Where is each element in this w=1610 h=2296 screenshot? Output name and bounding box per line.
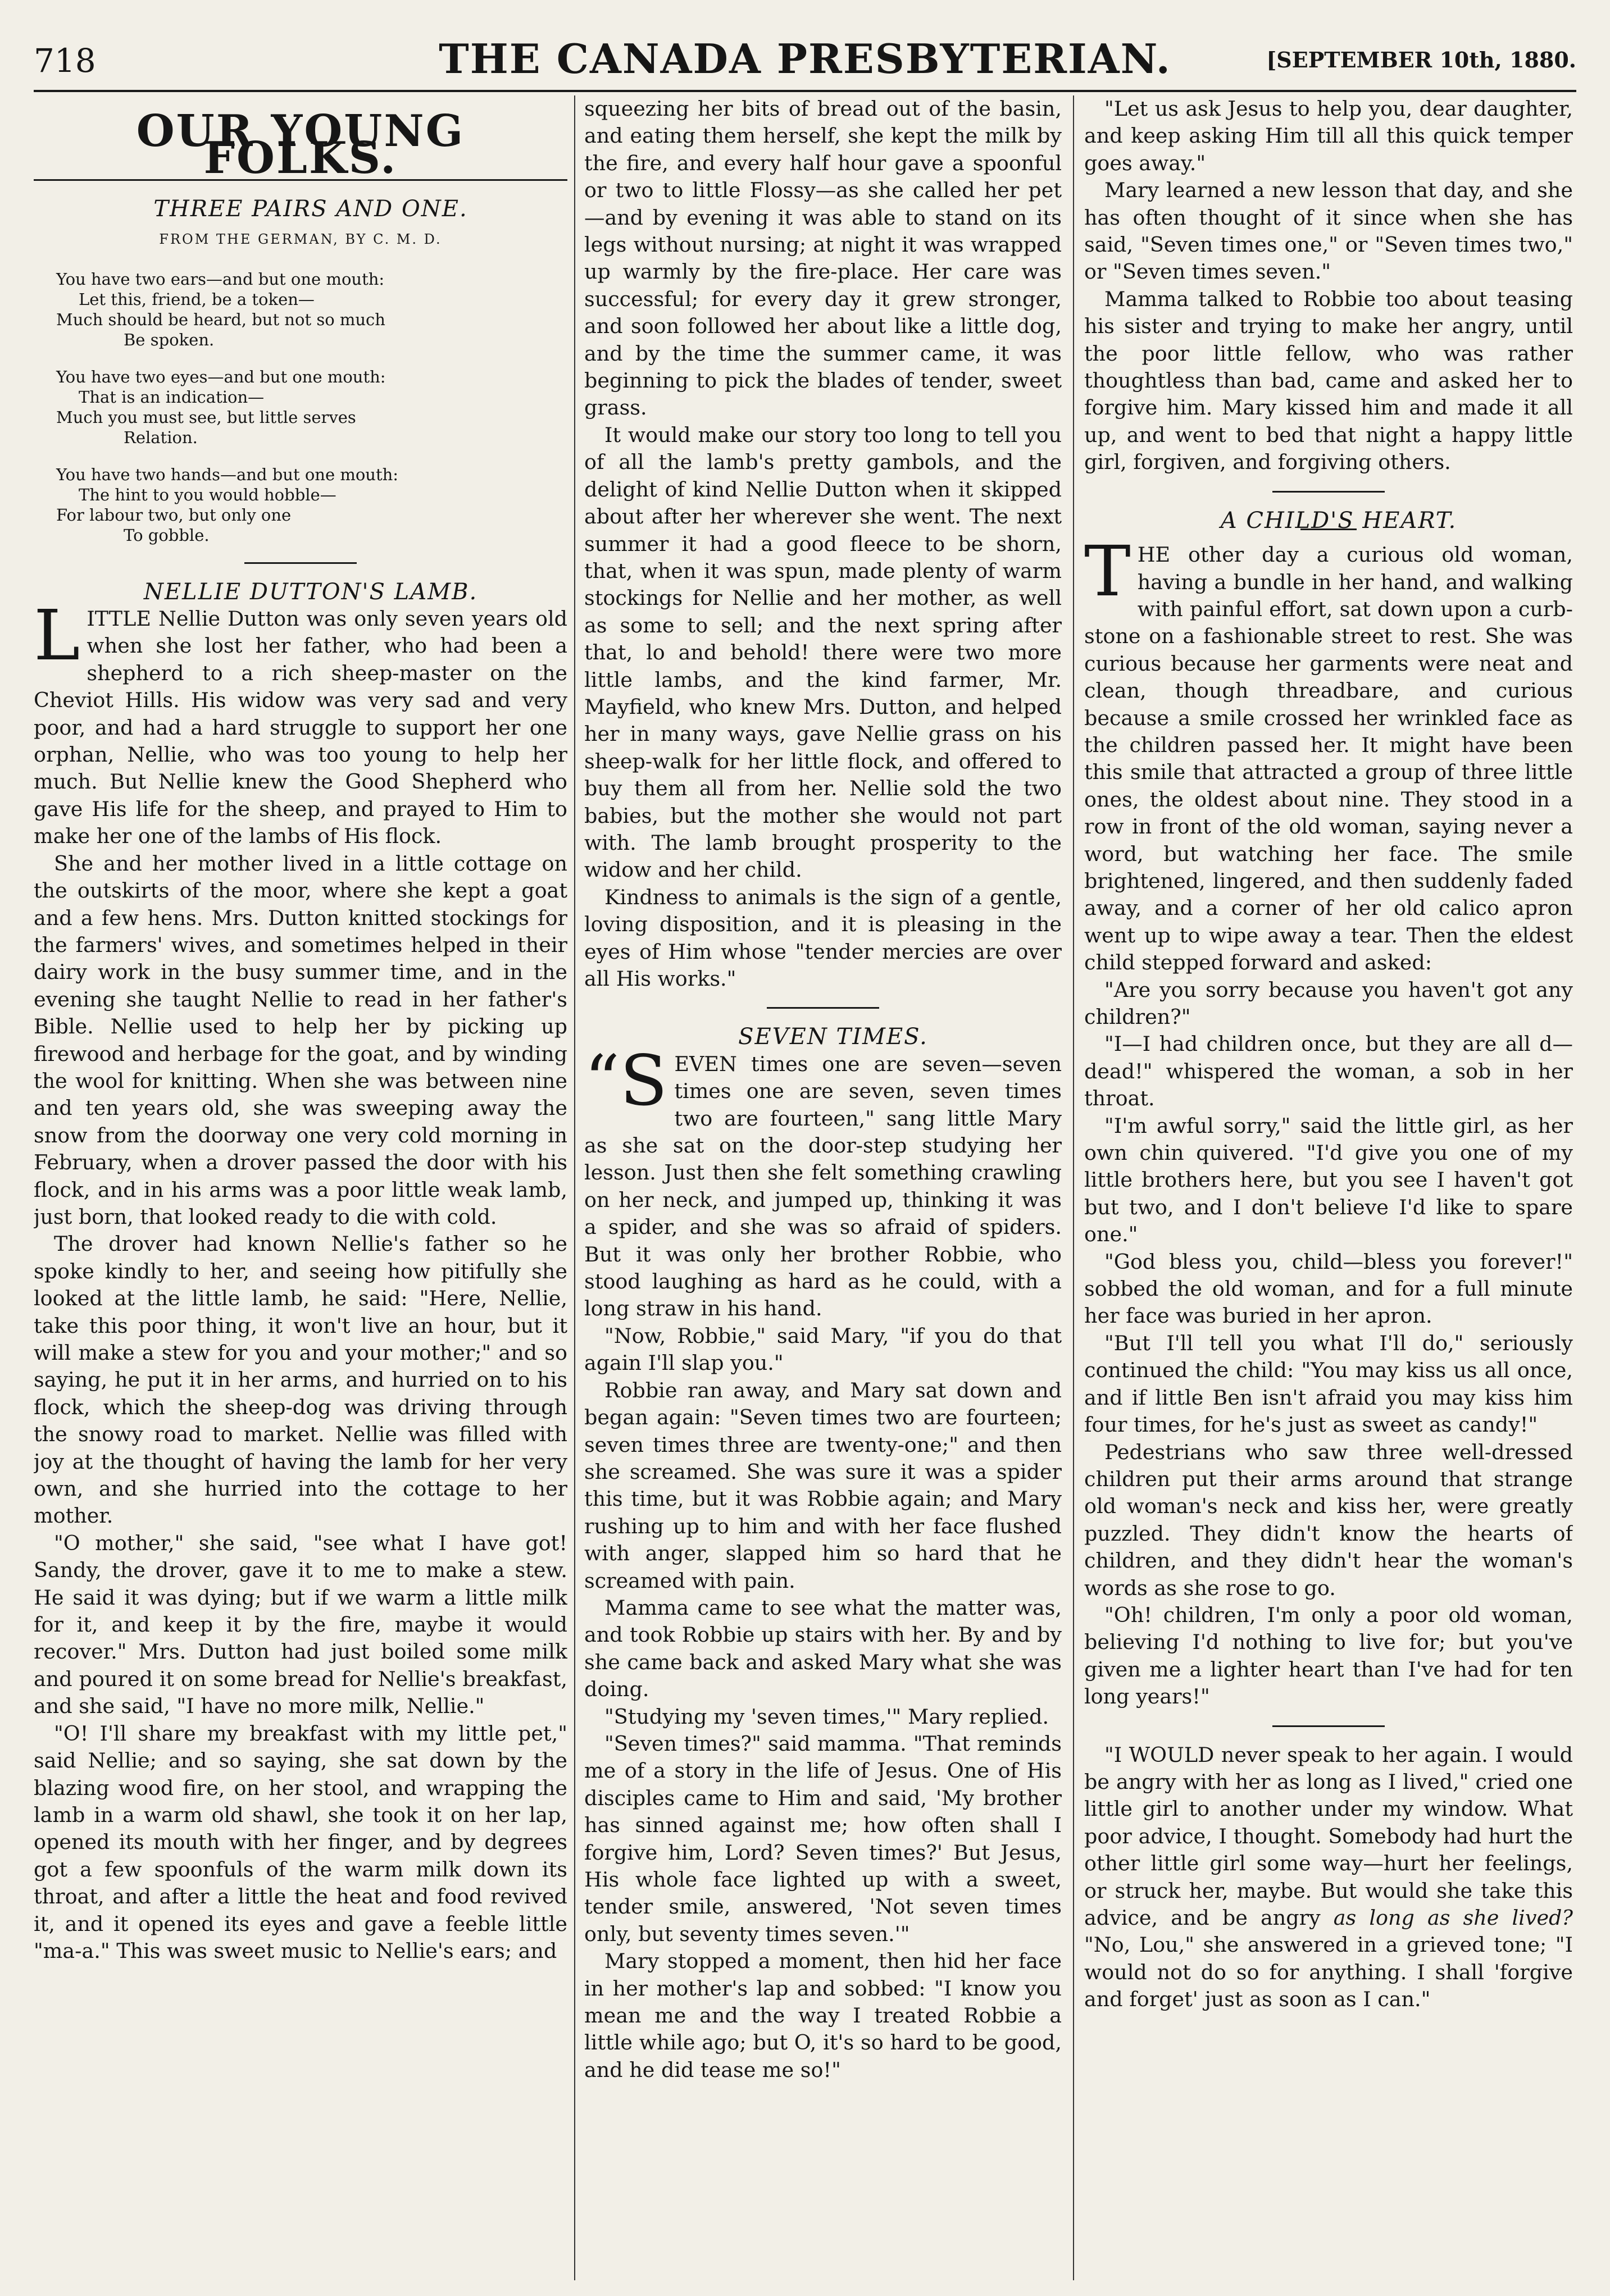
drop-cap: T	[1084, 531, 1131, 613]
column-divider	[1073, 95, 1074, 2280]
poem-title: THREE PAIRS AND ONE.	[153, 195, 468, 222]
story-paragraph: "Let us ask Jesus to help you, dear daughter, and keep asking Him till all this quick temper goes away."	[1084, 97, 1573, 175]
paragraph-text: "No, Lou," she answered in a grieved tone; "I would not do so for anything. I shall 'forgive and forget' just as soon as I can."	[1084, 1933, 1573, 2012]
story-paragraph: "O mother," she said, "see what I have got! Sandy, the drover, gave it to me to make a stew. He said it was dying; but if we warm a little milk for it, and keep it by the fire, maybe it would recover." Mrs. Dutton had just boiled some milk and poured it on some bread for Nellie's breakfast, and she said, "I have no more milk, Nellie."	[34, 1530, 567, 1719]
masthead-rule	[34, 90, 1576, 92]
poem-line: Much should be heard, but not so much	[56, 309, 385, 329]
story-paragraph: It would make our story too long to tell you of all the lamb's pretty gambols, and the delight of kind Nellie Dutton when it skipped about after her wherever she went. The next summer it had a good fleece to be shorn, that, when it was spun, made plenty of warm stockings for Nellie and her mother, as well as some to sell; and the next spring after that, lo and behold! there were two more little lambs, and the kind farmer, Mr. Mayfield, who knew Mrs. Dutton, and helped her in many ways, gave Nellie grass on his sheep-walk for her little flock, and offered to buy them all from her. Nellie sold the two babies, but the mother she would not part with. The lamb brought prosperity to the widow and her child.	[584, 422, 1062, 882]
story-paragraph: "I'm awful sorry," said the little girl, as her own chin quivered. "I'd give you one of my little brothers here, but you see I haven't got but two, and I don't believe I'd like to spare one."	[1084, 1113, 1573, 1247]
story-paragraph: Mary stopped a moment, then hid her face in her mother's lap and sobbed: "I know you mean me and the way I treated Robbie a little while ago; but O, it's so hard to be good, and he did tease me so!"	[584, 1949, 1062, 2082]
story-paragraph: "Now, Robbie," said Mary, "if you do that again I'll slap you."	[584, 1323, 1062, 1375]
poem-line: The hint to you would hobble—	[79, 485, 336, 504]
story-paragraph: The drover had known Nellie's father so he spoke kindly to her, and seeing how pitifully she looked at the little lamb, he said: "Here, Nellie, take this poor thing, it won't live an hour, but it will make a stew for you and your mother;" and so saying, he put it in her arms, and hurried on to his flock, which the sheep-dog was driving through the snowy road to market. Nellie was filled with joy at the thought of having the lamb for her very own, and she hurried into the cottage to her mother.	[34, 1232, 567, 1528]
story-paragraph: "O! I'll share my breakfast with my little pet," said Nellie; and so saying, she sat down by the blazing wood fire, on her stool, and wrapping the lamb in a warm old shawl, she took it on her lap, opened its mouth with her finger, and by degrees got a few spoonfuls of the warm milk down its throat, and after a little the heat and food revived it, and it opened its eyes and gave a feeble little "ma-a." This was sweet music to Nellie's ears; and	[34, 1721, 567, 1963]
paragraph-text: ITTLE Nellie Dutton was only seven years old when she lost her father, who had been a shepherd to a rich sheep-master on the Cheviot Hills. His widow was very sad and very poor, and had a hard struggle to support her one orphan, Nellie, who was too young to help her much. But Nellie knew the Good Shepherd who gave His life for the sheep, and prayed to Him to make her one of the lambs of His flock.	[34, 607, 567, 849]
column-3	[1084, 95, 1573, 2280]
poem-line: For labour two, but only one	[56, 505, 292, 525]
drop-cap: L	[34, 595, 80, 677]
story-paragraph: Robbie ran away, and Mary sat down and began again: "Seven times two are fourteen; seven times three are twenty-one;" and then she screamed. She was sure it was a spider this time, but it was Robbie again; and Mary rushing up to him and with her face flushed with anger, slapped him so hard that he screamed with pain.	[584, 1378, 1062, 1593]
story-title: SEVEN TIMES.	[738, 1024, 928, 1050]
paragraph-text: HE other day a curious old woman, having a bundle in her hand, and walking with painful effort, sat down upon a curb-stone on a fashionable street to rest. She was curious because her garments were neat and clean, though threadbare, and curious because a smile crossed her wrinkled face as the children passed her. It might have been this smile that attracted a group of three little ones, the oldest about nine. They stood in a row in front of the old woman, saying never a word, but watching her face. The smile brightened, lingered, and then suddenly faded away, and a corner of her old calico apron went up to wipe away a tear. Then the eldest child stepped forward and asked:	[1084, 543, 1573, 975]
poem-credit: FROM THE GERMAN, BY C. M. D.	[159, 231, 442, 248]
story-paragraph: She and her mother lived in a little cottage on the outskirts of the moor, where she kept a goat and a few hens. Mrs. Dutton knitted stockings for the farmers' wives, and sometimes helped in their dairy work in the busy summer time, and in the evening she taught Nellie to read in her father's Bible. Nellie used to help her by picking up firewood and herbage for the goat, and by winding the wool for knitting. When she was between nine and ten years old, she was sweeping away the snow from the doorway one very cold morning in February, when a drover passed the door with his flock, and in his arms was a poor little weak lamb, just born, that looked ready to die with cold.	[34, 851, 567, 1229]
poem-stanza	[56, 367, 567, 448]
paragraph-text: "I WOULD never speak to her again. I would be angry with her as long as I lived," cried one little girl to another under my window. What poor advice, I thought. Somebody had hurt the other little girl some way—hurt her feelings, or struck her, maybe. But would she take this advice, and be angry	[1084, 1742, 1573, 1930]
divider-rule	[244, 562, 357, 564]
column-2	[584, 95, 1062, 2280]
poem-line: You have two hands—and but one mouth:	[56, 464, 399, 484]
story-paragraph: Mamma came to see what the matter was, and took Robbie up stairs with her. By and by she came back and asked Mary what she was doing.	[584, 1595, 1062, 1702]
drop-cap	[584, 1040, 668, 1122]
paragraph-text: EVEN times one are seven—seven times one are seven, seven times two are fourteen," sang little Mary as she sat on the door-step studying her lesson. Just then she felt something crawling on her neck, and jumped up, thinking it was a spider, and she was so afraid of spiders. But it was only her brother Robbie, who stood laughing as hard as he could, with a long straw in his hand.	[584, 1051, 1062, 1321]
column-divider	[574, 95, 575, 2280]
poem-line: Much you must see, but little serves	[56, 407, 356, 427]
poem-line: Be spoken.	[124, 330, 215, 349]
story-paragraph: Kindness to animals is the sign of a gentle, loving disposition, and it is pleasing in the eyes of Him whose "tender mercies are over all His works."	[584, 885, 1062, 991]
story-paragraph: "But I'll tell you what I'll do," seriously continued the child: "You may kiss us all once, and if little Ben isn't afraid you may kiss him four times, for he's just as sweet as candy!"	[1084, 1331, 1573, 1437]
story-paragraph	[1084, 531, 1573, 977]
story-paragraph	[584, 1040, 1062, 1323]
story-paragraph: Mary learned a new lesson that day, and she has often thought of it since when she has said, "Seven times one," or "Seven times two," or "Seven times seven."	[1084, 178, 1573, 284]
story-title: NELLIE DUTTON'S LAMB.	[143, 578, 478, 605]
story-paragraph: squeezing her bits of bread out of the basin, and eating them herself, she kept the milk by the fire, and every half hour gave a spoonful or two to little Flossy—as she called her pet —and by evening it was able to stand on its legs without nursing; at night it was wrapped up warmly by the fire-place. Her care was successful; for every day it grew stronger, and soon followed her about like a little dog, and by the time the summer came, it was beginning to pick the blades of tender, sweet grass.	[584, 97, 1062, 420]
story-paragraph: "Seven times?" said mamma. "That reminds me of a story in the life of Jesus. One of His disciples came to Him and said, 'My brother has sinned against me; how often shall I forgive him, Lord? Seven times?' But Jesus, His whole face lighted up with a sweet, tender smile, answered, 'Not seven times only, but seventy times seven.'"	[584, 1731, 1062, 1946]
story-paragraph: "Are you sorry because you haven't got any children?"	[1084, 977, 1573, 1029]
story-paragraph: Mamma talked to Robbie too about teasing his sister and trying to make her angry, until the poor little fellow, who was rather thoughtless than bad, came and asked her to forgive him. Mary kissed him and made it all up, and went to bed that night a happy little girl, forgiven, and forgiving others.	[1084, 286, 1573, 475]
drop-cap-letter: S	[620, 1040, 668, 1122]
masthead	[34, 35, 1576, 83]
story-paragraph: "I—I had children once, but they are all d—dead!" whispered the woman, a sob in her throat.	[1084, 1032, 1573, 1111]
poem-line: Relation.	[124, 427, 198, 447]
story-title: A CHILD'S HEART.	[1220, 507, 1457, 534]
poem-stanza	[56, 269, 567, 350]
newspaper-title: THE CANADA PRESBYTERIAN.	[439, 35, 1171, 83]
issue-date: [SEPTEMBER 10th, 1880.	[1266, 47, 1576, 72]
story-paragraph: "Oh! children, I'm only a poor old woman, believing I'd nothing to live for; but you've given me a lighter heart than I've had for ten long years!"	[1084, 1602, 1573, 1709]
poem-line: You have two ears—and but one mouth:	[56, 269, 385, 289]
story-paragraph: "Studying my 'seven times,'" Mary replied.	[604, 1704, 1049, 1729]
section-heading: OUR YOUNG FOLKS.	[136, 106, 465, 184]
poem-line: You have two eyes—and but one mouth:	[56, 367, 386, 386]
story-paragraph: "God bless you, child—bless you forever!" sobbed the old woman, and for a full minute her face was buried in her apron.	[1084, 1249, 1573, 1328]
poem-line: That is an indication—	[79, 387, 265, 407]
divider-rule	[1272, 491, 1385, 493]
poem-line: Let this, friend, be a token—	[79, 289, 315, 309]
italic-phrase: as long as she lived?	[1333, 1906, 1573, 1930]
story-paragraph	[1084, 1742, 1573, 2013]
divider-rule	[767, 1007, 879, 1009]
column-1	[34, 95, 567, 2280]
open-quote: “	[584, 1040, 620, 1122]
divider-rule	[1272, 1725, 1385, 1727]
poem-line: To gobble.	[124, 525, 210, 545]
page-number: 718	[34, 42, 96, 80]
story-paragraph: Pedestrians who saw three well-dressed children put their arms around that strange old woman's neck and kiss her, were greatly puzzled. They didn't know the hearts of children, and they didn't hear the woman's words as she rose to go.	[1084, 1439, 1573, 1600]
poem-stanza	[56, 464, 567, 545]
story-paragraph	[34, 595, 567, 850]
